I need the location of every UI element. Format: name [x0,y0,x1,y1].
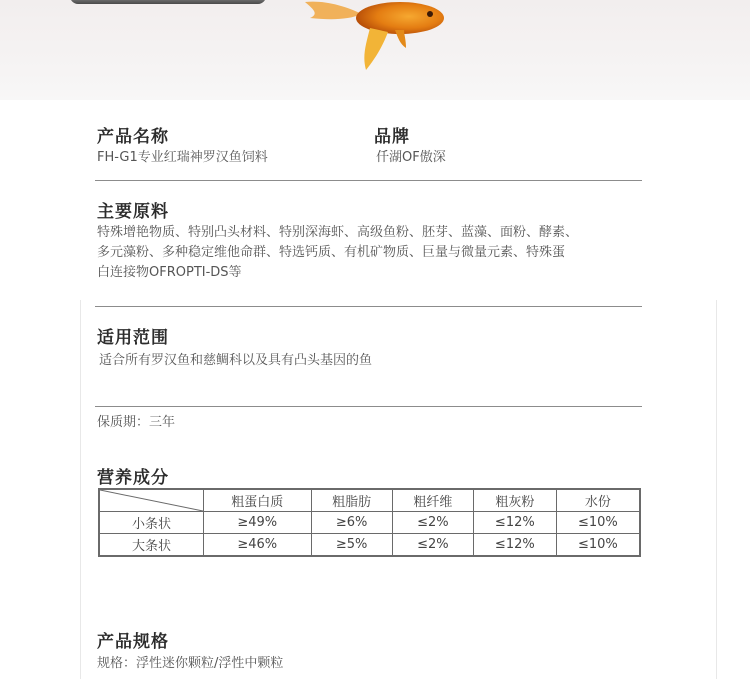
ingredients-line: 白连接物OFROPTI-DS等 [97,265,242,280]
table-row [99,512,640,534]
shelf-life: 保质期：三年 [97,415,176,430]
table-cell: ≥5% [311,534,392,557]
table-header: 粗脂肪 [311,489,392,512]
goldfish-image [300,0,460,74]
table-row [99,534,640,557]
table-cell: ≥46% [204,534,312,557]
ingredients-label: 主要原料 [97,202,169,222]
ingredients-line: 多元藻粉、多种稳定维他命群、特选钙质、有机矿物质、巨量与微量元素、特殊蛋 [97,245,566,260]
ingredients-line: 特殊增艳物质、特别凸头材料、特别深海虾、高级鱼粉、胚芽、蓝藻、面粉、酵素、 [97,225,579,240]
brand-value: 仟湖OF傲深 [376,150,446,165]
nutrition-table [98,488,641,557]
table-cell: ≤12% [473,512,556,534]
hero-banner [0,0,750,100]
table-header: 水份 [556,489,640,512]
divider [95,180,642,181]
table-cell: ≤10% [556,512,640,534]
brand-label: 品牌 [374,127,410,147]
side-shadow-right [716,300,717,679]
nutrition-label: 营养成分 [97,468,169,488]
scope-label: 适用范围 [97,328,169,348]
divider [95,306,642,307]
table-cell: ≥6% [311,512,392,534]
spec-label: 产品规格 [97,632,169,652]
table-header-row [99,489,640,512]
side-shadow-left [80,300,81,679]
table-cell: ≤2% [392,534,473,557]
table-corner-cell [99,489,204,512]
table-cell: ≥49% [204,512,312,534]
table-cell: ≤2% [392,512,473,534]
product-tray-edge [70,0,266,4]
row-label: 小条状 [99,512,204,534]
table-header: 粗灰粉 [473,489,556,512]
table-cell: ≤10% [556,534,640,557]
scope-value: 适合所有罗汉鱼和慈鲷科以及具有凸头基因的鱼 [99,353,373,368]
product-name-label: 产品名称 [97,127,169,147]
table-cell: ≤12% [473,534,556,557]
diagonal-line [100,490,203,511]
row-label: 大条状 [99,534,204,557]
spec-value: 规格：浮性迷你颗粒/浮性中颗粒 [97,656,284,671]
table-header: 粗纤维 [392,489,473,512]
product-name-value: FH-G1专业红瑞神罗汉鱼饲料 [97,150,268,165]
divider [95,406,642,407]
table-header: 粗蛋白质 [204,489,312,512]
